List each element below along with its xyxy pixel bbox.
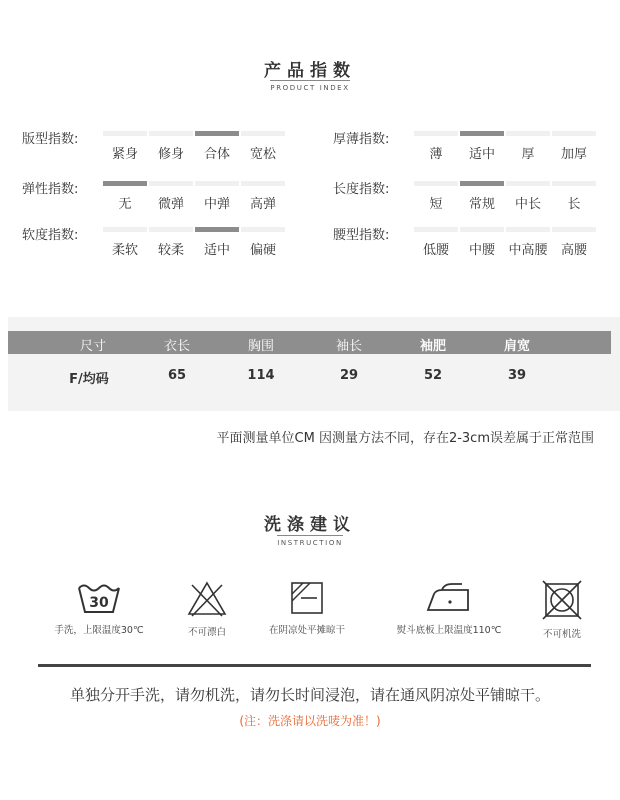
index-option-label: 修身 — [157, 147, 184, 162]
index-options — [414, 181, 598, 212]
size-value-cell: 52 — [423, 368, 443, 383]
no-bleach-icon — [186, 580, 228, 618]
index-option — [414, 131, 458, 162]
hand-wash-30-icon — [76, 580, 122, 616]
size-value-cell: 39 — [507, 368, 527, 383]
iron-110-icon — [424, 580, 474, 616]
index-option-label: 中弹 — [203, 197, 230, 212]
size-value-cell: 29 — [339, 368, 359, 383]
index-option-label: 短 — [429, 197, 443, 212]
index-option — [103, 181, 147, 212]
index-bar-selected — [460, 181, 504, 186]
index-option-label: 微弹 — [157, 197, 184, 212]
index-option — [149, 227, 193, 258]
size-value-cell: 65 — [167, 368, 187, 383]
index-option-label: 中高腰 — [508, 243, 548, 258]
index-bar — [414, 181, 458, 186]
index-bar — [149, 131, 193, 136]
index-options — [414, 227, 598, 258]
index-bar — [552, 131, 596, 136]
index-bar — [103, 131, 147, 136]
index-option — [241, 181, 285, 212]
index-bar — [195, 181, 239, 186]
index-label: 弹性指数: — [22, 182, 79, 197]
index-option — [460, 131, 504, 162]
wash-label: 不可漂白 — [187, 627, 226, 638]
index-option — [149, 131, 193, 162]
wash-label: 不可机洗 — [542, 629, 581, 640]
index-bar — [506, 131, 550, 136]
wash-label: 在阴凉处平摊晾干 — [268, 625, 345, 636]
index-option — [460, 227, 504, 258]
index-bar — [506, 227, 550, 232]
index-option-label: 紧身 — [111, 147, 138, 162]
index-label: 软度指数: — [22, 228, 79, 243]
index-option-label: 低腰 — [422, 243, 449, 258]
index-option-label: 合体 — [203, 147, 230, 162]
index-option-label: 较柔 — [157, 243, 184, 258]
index-option-label: 加厚 — [560, 147, 587, 162]
index-option — [195, 181, 239, 212]
index-option — [195, 227, 239, 258]
index-bar — [103, 227, 147, 232]
index-option — [552, 181, 596, 212]
svg-text:30: 30 — [89, 595, 109, 611]
index-option — [506, 227, 550, 258]
index-option — [552, 131, 596, 162]
index-option-label: 高弹 — [249, 197, 276, 212]
index-options — [414, 131, 598, 162]
index-bar — [241, 181, 285, 186]
product-index-title: 产品指数 — [264, 61, 356, 81]
index-option-label: 中长 — [514, 197, 541, 212]
wash-label: 熨斗底板上限温度110℃ — [396, 625, 502, 636]
index-option — [103, 227, 147, 258]
size-value-cell: 114 — [247, 368, 275, 383]
index-bar-selected — [460, 131, 504, 136]
index-option-label: 中腰 — [468, 243, 495, 258]
index-options — [103, 131, 287, 162]
size-header-cell: 袖长 — [335, 339, 362, 354]
index-bar — [241, 131, 285, 136]
size-header-cell: 衣长 — [163, 339, 190, 354]
wash-item — [172, 580, 242, 638]
no-machine-wash-icon — [541, 580, 583, 620]
index-option — [552, 227, 596, 258]
index-option — [241, 227, 285, 258]
index-option-label: 长 — [567, 197, 581, 212]
index-bar — [149, 181, 193, 186]
dry-flat-shade-icon — [289, 580, 325, 616]
size-header-cell: 胸围 — [247, 339, 274, 354]
index-bar — [414, 227, 458, 232]
index-option-label: 柔软 — [111, 243, 138, 258]
index-bar — [552, 227, 596, 232]
wash-item — [532, 580, 592, 640]
index-label: 版型指数: — [22, 132, 79, 147]
index-option-label: 薄 — [429, 147, 443, 162]
index-options — [103, 181, 287, 212]
index-label: 厚薄指数: — [333, 132, 390, 147]
divider — [38, 664, 591, 667]
index-option — [103, 131, 147, 162]
index-option-label: 高腰 — [560, 243, 587, 258]
index-option — [414, 181, 458, 212]
index-options — [103, 227, 287, 258]
size-header-cell: 尺寸 — [79, 339, 106, 354]
size-header-cell: 肩宽 — [503, 339, 530, 354]
index-bar — [414, 131, 458, 136]
index-option-label: 适中 — [468, 147, 495, 162]
index-label: 长度指数: — [333, 182, 390, 197]
index-bar-selected — [195, 131, 239, 136]
index-option-label: 适中 — [203, 243, 230, 258]
washing-note: 单独分开手洗，请勿机洗，请勿长时间浸泡，请在通风阴凉处平铺晾干。 — [69, 686, 550, 704]
index-option-label: 无 — [118, 197, 132, 212]
index-bar-selected — [195, 227, 239, 232]
index-label: 腰型指数: — [333, 228, 390, 243]
size-header-cell: 袖肥 — [419, 339, 446, 354]
index-option — [195, 131, 239, 162]
wash-label: 手洗，上限温度30℃ — [54, 625, 144, 636]
index-option — [414, 227, 458, 258]
index-bar-selected — [103, 181, 147, 186]
index-bar — [460, 227, 504, 232]
index-option — [460, 181, 504, 212]
product-index-subtitle: PRODUCT INDEX — [0, 80, 620, 92]
index-option — [506, 131, 550, 162]
wash-item — [255, 580, 359, 636]
measurement-note: 平面测量单位CM 因测量方法不同，存在2-3cm误差属于正常范围 — [216, 431, 594, 446]
index-option-label: 常规 — [468, 197, 495, 212]
index-bar — [149, 227, 193, 232]
washing-subtitle: INSTRUCTION — [0, 535, 620, 547]
index-option-label: 偏硬 — [249, 243, 276, 258]
index-option-label: 厚 — [521, 147, 535, 162]
wash-item — [44, 580, 154, 636]
index-option — [241, 131, 285, 162]
index-bar — [506, 181, 550, 186]
index-option — [506, 181, 550, 212]
washing-warning: (注：洗涤请以洗唛为准！) — [239, 714, 381, 728]
index-bar — [552, 181, 596, 186]
index-bar — [241, 227, 285, 232]
size-value-cell: F/均码 — [69, 372, 109, 387]
index-option — [149, 181, 193, 212]
wash-item — [378, 580, 520, 636]
washing-title: 洗涤建议 — [264, 515, 356, 535]
index-option-label: 宽松 — [249, 147, 276, 162]
